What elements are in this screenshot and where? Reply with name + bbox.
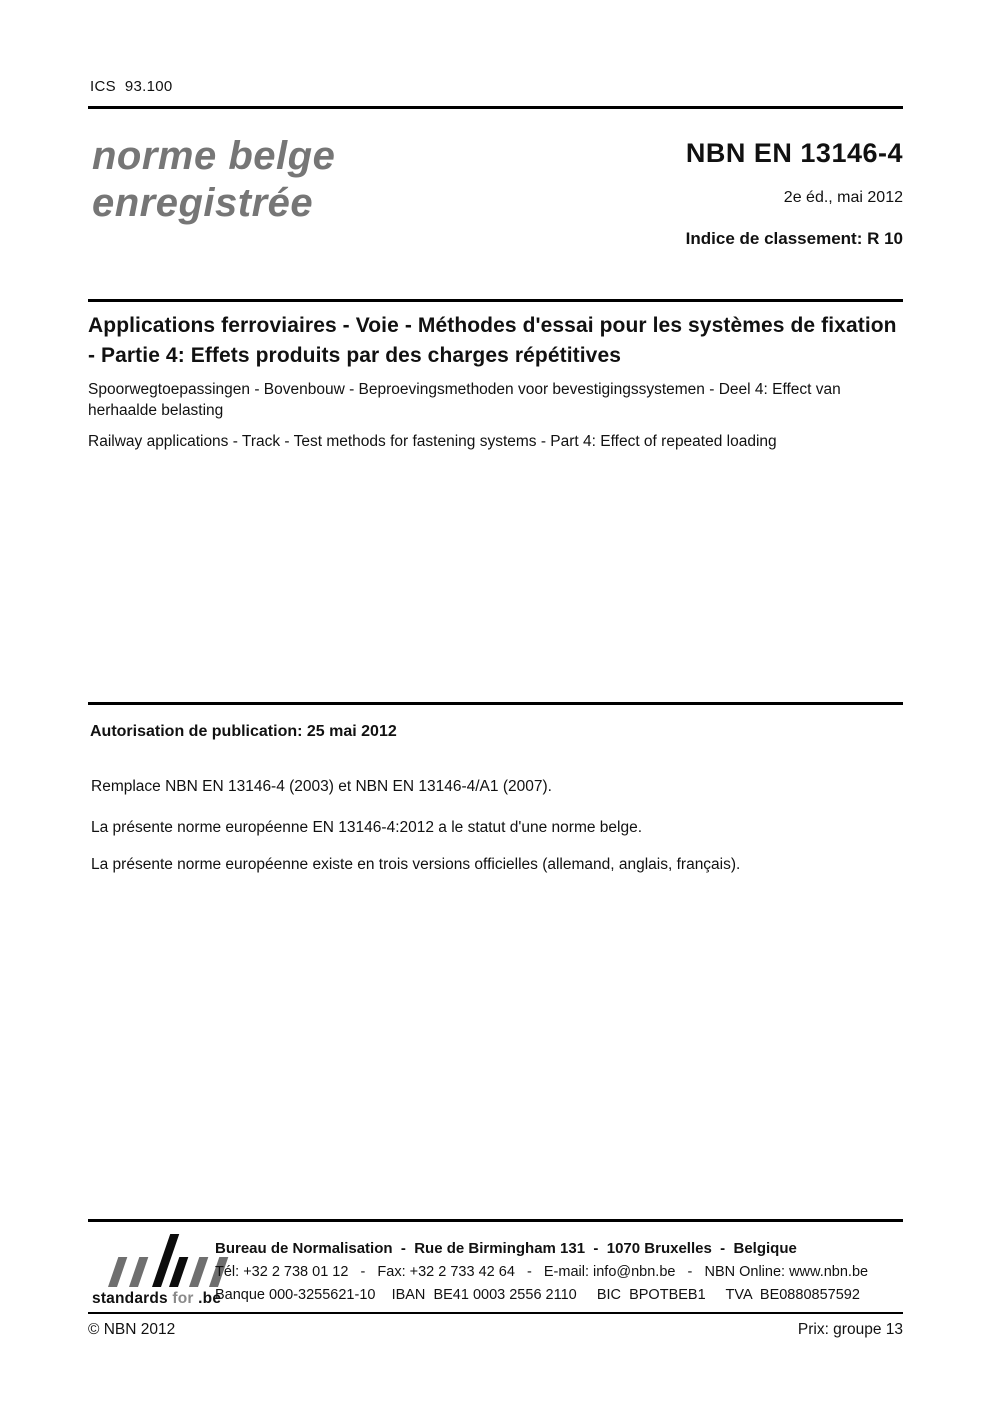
title-block bbox=[88, 311, 906, 453]
nbn-logo-bar bbox=[108, 1257, 127, 1287]
tagline-be: .be bbox=[193, 1290, 222, 1307]
copyright: © NBN 2012 bbox=[88, 1321, 176, 1338]
publisher-bank-info: Banque 000-3255621-10 IBAN BE41 0003 2556 2110 BIC BPOTBEB1 TVA BE0880857592 bbox=[215, 1287, 860, 1303]
publisher-address: Bureau de Normalisation - Rue de Birmingham 131 - 1070 Bruxelles - Belgique bbox=[215, 1240, 797, 1257]
versions-note: La présente norme européenne existe en trois versions officielles (allemand, anglais, français). bbox=[91, 856, 741, 873]
document-type-heading bbox=[92, 133, 335, 227]
ics-code: ICS 93.100 bbox=[90, 78, 173, 95]
edition-date: 2e éd., mai 2012 bbox=[783, 189, 903, 206]
title-dutch: Spoorwegtoepassingen - Bovenbouw - Beproevingsmethoden voor bevestigingssystemen - Deel 4: Effect van herhaalde belasting bbox=[88, 380, 841, 419]
publication-authorization: Autorisation de publication: 25 mai 2012 bbox=[90, 723, 397, 740]
document-type-line2: enregistrée bbox=[92, 180, 314, 225]
logo-tagline bbox=[92, 1290, 221, 1308]
standard-code: NBN EN 13146-4 bbox=[685, 138, 903, 168]
nbn-logo-bar bbox=[189, 1257, 208, 1287]
status-note: La présente norme européenne EN 13146-4:2012 a le statut d'une norme belge. bbox=[91, 819, 643, 836]
top-divider bbox=[88, 106, 903, 109]
price-group: Prix: groupe 13 bbox=[797, 1321, 903, 1338]
publisher-contact: Tél: +32 2 738 01 12 - Fax: +32 2 733 42 64 - E-mail: info@nbn.be - NBN Online: www.nbn.be bbox=[215, 1263, 869, 1280]
nbn-logo-bar bbox=[169, 1257, 188, 1287]
bottom-row bbox=[88, 1321, 903, 1339]
title-french: Applications ferroviaires - Voie - Méthodes d'essai pour les systèmes de fixation - Partie 4: Effets produits par des charges répétitives bbox=[88, 314, 897, 367]
publisher-info-block bbox=[215, 1237, 868, 1308]
replacement-note: Remplace NBN EN 13146-4 (2003) et NBN EN 13146-4/A1 (2007). bbox=[91, 778, 552, 795]
tagline-for: for bbox=[172, 1290, 194, 1307]
document-type-line1: norme belge bbox=[92, 134, 336, 178]
authorization-divider bbox=[88, 702, 903, 705]
nbn-logo bbox=[92, 1233, 222, 1308]
header-right-block bbox=[686, 138, 903, 249]
footer-divider bbox=[88, 1219, 903, 1222]
bottom-divider bbox=[88, 1312, 903, 1314]
title-divider bbox=[88, 299, 903, 302]
nbn-logo-bar bbox=[129, 1257, 148, 1287]
title-english: Railway applications - Track - Test methods for fastening systems - Part 4: Effect of repeated loading bbox=[88, 433, 777, 451]
classification-index: Indice de classement: R 10 bbox=[685, 229, 903, 248]
tagline-standards: standards bbox=[92, 1290, 173, 1307]
